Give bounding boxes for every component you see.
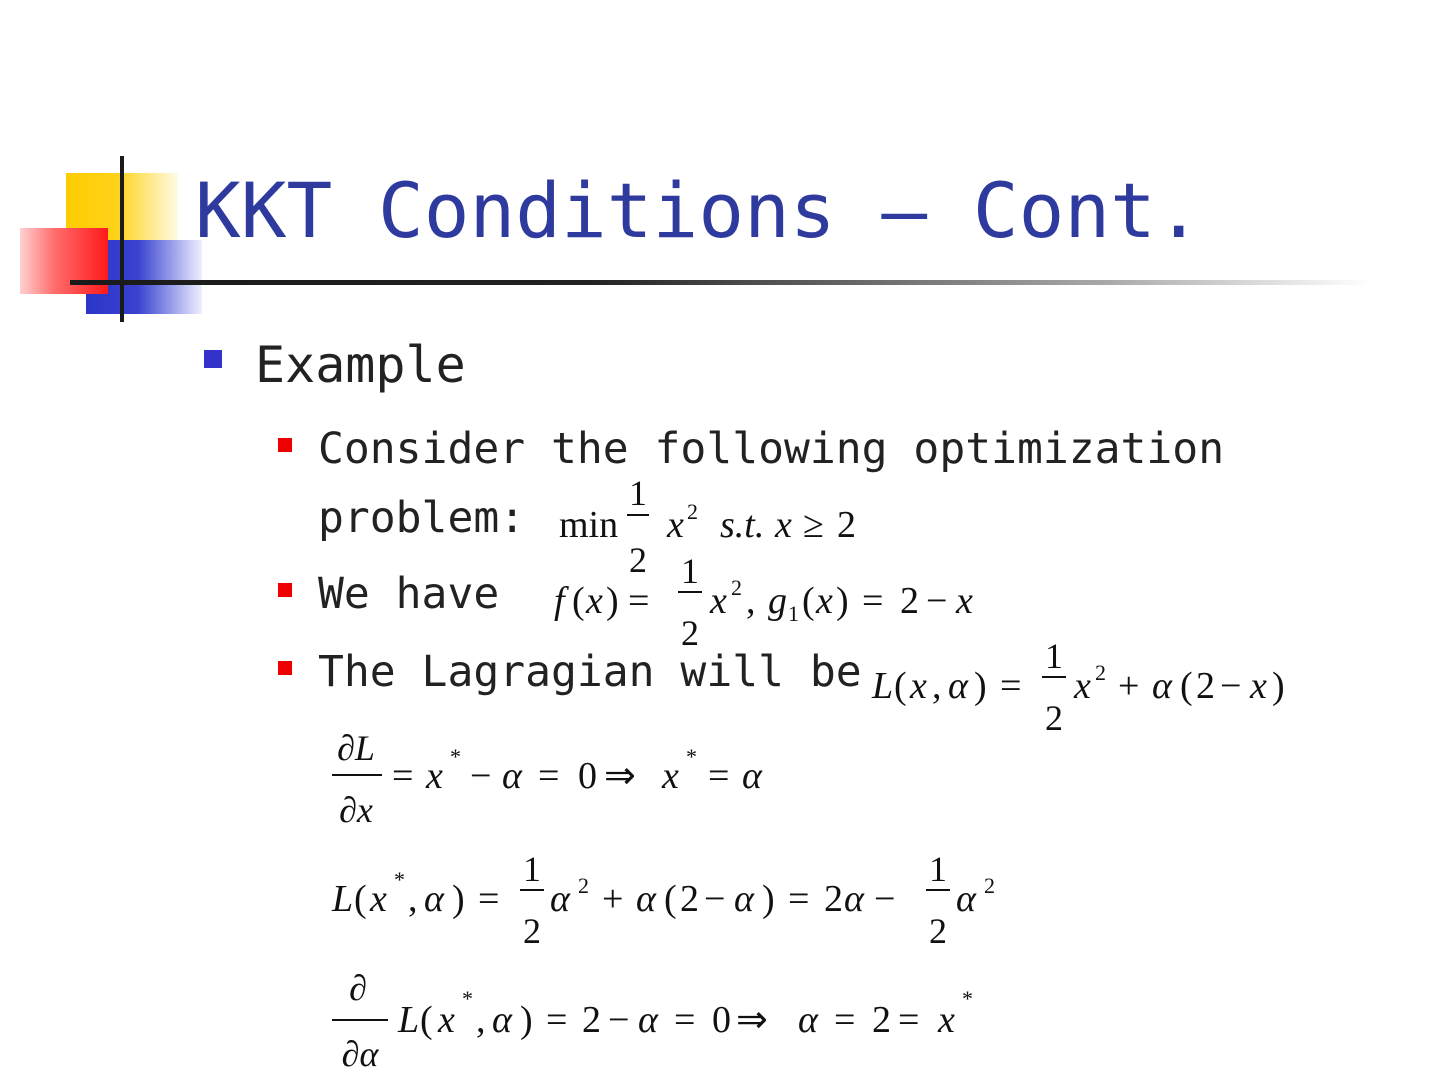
svg-text:α: α [424, 878, 444, 920]
svg-text:α: α [1152, 665, 1172, 707]
svg-text:1: 1 [788, 601, 799, 626]
svg-text:2: 2 [731, 575, 742, 600]
svg-text:2: 2 [578, 873, 589, 898]
svg-text:,: , [746, 580, 756, 622]
svg-text:=: = [478, 878, 500, 920]
svg-text:2: 2 [872, 999, 891, 1041]
svg-text:2: 2 [681, 613, 699, 653]
svg-text:(: ( [1180, 665, 1193, 707]
svg-text:(: ( [354, 878, 367, 920]
svg-text:∂: ∂ [349, 968, 367, 1008]
svg-text:x: x [586, 580, 603, 622]
svg-text:−: − [470, 755, 492, 797]
svg-text:x: x [816, 580, 833, 622]
svg-text:α: α [956, 878, 976, 920]
svg-text:x: x [370, 878, 387, 920]
equation-lagrangian [868, 630, 1308, 745]
svg-text:2: 2 [687, 499, 698, 524]
equation-derivative-alpha [328, 964, 1008, 1085]
svg-text:+: + [1118, 665, 1140, 707]
title-underline [70, 280, 1370, 285]
svg-text:=: = [674, 999, 696, 1041]
svg-text:f: f [554, 580, 565, 622]
svg-text:=: = [862, 580, 884, 622]
svg-text:−: − [874, 878, 896, 920]
svg-text:α: α [502, 755, 522, 797]
svg-text:2: 2 [984, 873, 995, 898]
svg-text:α: α [638, 999, 658, 1041]
svg-text:L: L [872, 665, 894, 707]
svg-text:0: 0 [578, 755, 597, 797]
bullet-square-icon [278, 583, 292, 597]
svg-text:=: = [538, 755, 560, 797]
svg-text:α: α [734, 878, 754, 920]
svg-text:x: x [710, 580, 727, 622]
svg-text:x: x [662, 755, 679, 797]
svg-text:α: α [550, 878, 570, 920]
svg-text:x: x [1250, 665, 1267, 707]
svg-text:∂x: ∂x [339, 790, 373, 830]
svg-text:2: 2 [1045, 698, 1063, 738]
svg-text:=: = [834, 999, 856, 1041]
svg-text:+: + [602, 878, 624, 920]
svg-text:(: ( [802, 580, 815, 622]
svg-text:): ) [1272, 665, 1285, 707]
svg-text:*: * [394, 867, 405, 892]
svg-text:): ) [520, 999, 533, 1041]
svg-text:(: ( [572, 580, 585, 622]
svg-text:,: , [476, 999, 486, 1041]
svg-text:L: L [332, 878, 354, 920]
svg-text:=: = [708, 755, 730, 797]
svg-text:x: x [667, 504, 684, 546]
svg-text:2: 2 [680, 878, 699, 920]
svg-text:*: * [462, 986, 473, 1011]
svg-text:): ) [762, 878, 775, 920]
bullet-square-icon [278, 438, 292, 452]
slide-title: KKT Conditions — Cont. [195, 166, 1202, 255]
bullet-example: Example [255, 336, 466, 394]
svg-text:∂L: ∂L [337, 728, 375, 768]
svg-text:x: x [775, 504, 792, 546]
svg-text:1: 1 [681, 551, 699, 591]
svg-text:α: α [798, 999, 818, 1041]
svg-text:2: 2 [824, 878, 843, 920]
svg-text:1: 1 [629, 473, 647, 513]
svg-text:α: α [844, 878, 864, 920]
logo-vertical-line [120, 156, 124, 322]
svg-text:⇒: ⇒ [736, 999, 768, 1041]
svg-text:g: g [768, 580, 787, 622]
svg-text:2: 2 [929, 911, 947, 951]
svg-text:2: 2 [900, 580, 919, 622]
svg-text:x: x [938, 999, 955, 1041]
svg-text:=: = [392, 755, 414, 797]
bullet-we-have: We have [318, 569, 500, 619]
svg-text:): ) [452, 878, 465, 920]
svg-text:min: min [559, 504, 619, 546]
svg-text:⇒: ⇒ [604, 755, 636, 797]
svg-text:2: 2 [1095, 660, 1106, 685]
svg-text:α: α [636, 878, 656, 920]
svg-text:2: 2 [629, 540, 647, 580]
svg-text:*: * [962, 986, 973, 1011]
bullet-square-icon [278, 661, 292, 675]
svg-text:∂α: ∂α [341, 1034, 379, 1074]
svg-text:−: − [926, 580, 948, 622]
svg-text:α: α [742, 755, 762, 797]
svg-text:0: 0 [712, 999, 731, 1041]
svg-text:−: − [608, 999, 630, 1041]
svg-text:(: ( [894, 665, 907, 707]
svg-text:α: α [492, 999, 512, 1041]
svg-text:−: − [704, 878, 726, 920]
bullet-lagrangian: The Lagragian will be [318, 647, 862, 697]
equation-derivative-x [328, 726, 798, 841]
svg-text:1: 1 [523, 849, 541, 889]
svg-text:1: 1 [929, 849, 947, 889]
equation-dual-function [328, 843, 1028, 958]
svg-text:x: x [438, 999, 455, 1041]
svg-text:*: * [450, 744, 461, 769]
svg-text:≥: ≥ [803, 504, 824, 546]
svg-text:1: 1 [1045, 636, 1063, 676]
svg-text:L: L [398, 999, 420, 1041]
svg-text:): ) [606, 580, 619, 622]
svg-text:,: , [408, 878, 418, 920]
svg-text:,: , [932, 665, 942, 707]
svg-text:−: − [1220, 665, 1242, 707]
svg-text:2: 2 [523, 911, 541, 951]
svg-text:=: = [788, 878, 810, 920]
svg-text:*: * [686, 744, 697, 769]
svg-text:s.t.: s.t. [720, 504, 765, 546]
svg-text:x: x [910, 665, 927, 707]
svg-text:x: x [1074, 665, 1091, 707]
svg-text:2: 2 [1196, 665, 1215, 707]
svg-text:=: = [546, 999, 568, 1041]
bullet-square-icon [204, 350, 222, 368]
svg-text:=: = [898, 999, 920, 1041]
svg-text:=: = [628, 580, 650, 622]
svg-text:=: = [1000, 665, 1022, 707]
svg-text:): ) [974, 665, 987, 707]
svg-text:(: ( [664, 878, 677, 920]
svg-text:x: x [956, 580, 973, 622]
bullet-consider-line2: problem: [318, 493, 526, 543]
svg-text:): ) [836, 580, 849, 622]
svg-text:α: α [948, 665, 968, 707]
svg-text:2: 2 [582, 999, 601, 1041]
bullet-consider-line1: Consider the following optimization [318, 424, 1225, 474]
svg-text:x: x [426, 755, 443, 797]
svg-text:(: ( [420, 999, 433, 1041]
svg-text:2: 2 [837, 504, 856, 546]
